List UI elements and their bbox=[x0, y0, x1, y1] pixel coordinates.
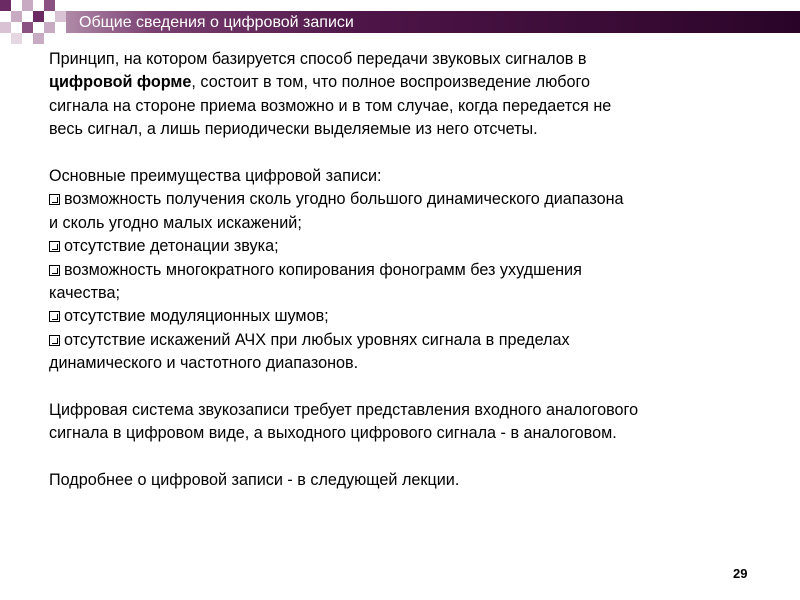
list-item: возможность получения сколь угодно большого динамического диапазона bbox=[49, 188, 779, 211]
intro-line-3: весь сигнал, а лишь периодически выделяемые из него отсчеты. bbox=[49, 120, 538, 139]
list-item-continuation: качества; bbox=[49, 284, 120, 303]
page-number: 29 bbox=[733, 566, 748, 581]
intro-line-1: Принцип, на котором базируется способ передачи звуковых сигналов в цифровой форме, состоит в том, что полное воспроизведение любого bbox=[49, 50, 591, 92]
list-item: отсутствие детонации звука; bbox=[49, 235, 779, 258]
closing-line: Подробнее о цифровой записи - в следующей лекции. bbox=[49, 471, 460, 490]
intro-line-2: сигнала на стороне приема возможно и в том случае, когда передается не bbox=[49, 96, 612, 115]
checkbox-bullet-icon bbox=[49, 241, 60, 252]
list-item-continuation: и сколь угодно малых искажений; bbox=[49, 213, 302, 232]
slide-body bbox=[49, 48, 779, 493]
list-item-continuation: динамического и частотного диапазонов. bbox=[49, 354, 359, 373]
list-item: отсутствие искажений АЧХ при любых уровнях сигнала в пределах bbox=[49, 329, 779, 352]
checkbox-bullet-icon bbox=[49, 194, 60, 205]
checkbox-bullet-icon bbox=[49, 311, 60, 322]
bold-term: цифровой форме bbox=[49, 73, 192, 92]
slide-title: Общие сведения о цифровой записи bbox=[79, 14, 354, 31]
conversion-line-1: Цифровая система звукозаписи требует представления входного аналогового bbox=[49, 401, 639, 420]
decorative-checker-pattern bbox=[0, 0, 66, 44]
checkbox-bullet-icon bbox=[49, 265, 60, 276]
advantages-heading: Основные преимущества цифровой записи: bbox=[49, 167, 382, 186]
list-item: отсутствие модуляционных шумов; bbox=[49, 305, 779, 328]
conversion-line-2: сигнала в цифровом виде, а выходного цифрового сигнала - в аналоговом. bbox=[49, 424, 617, 443]
list-item: возможность многократного копирования фонограмм без ухудшения bbox=[49, 259, 779, 282]
checkbox-bullet-icon bbox=[49, 335, 60, 346]
